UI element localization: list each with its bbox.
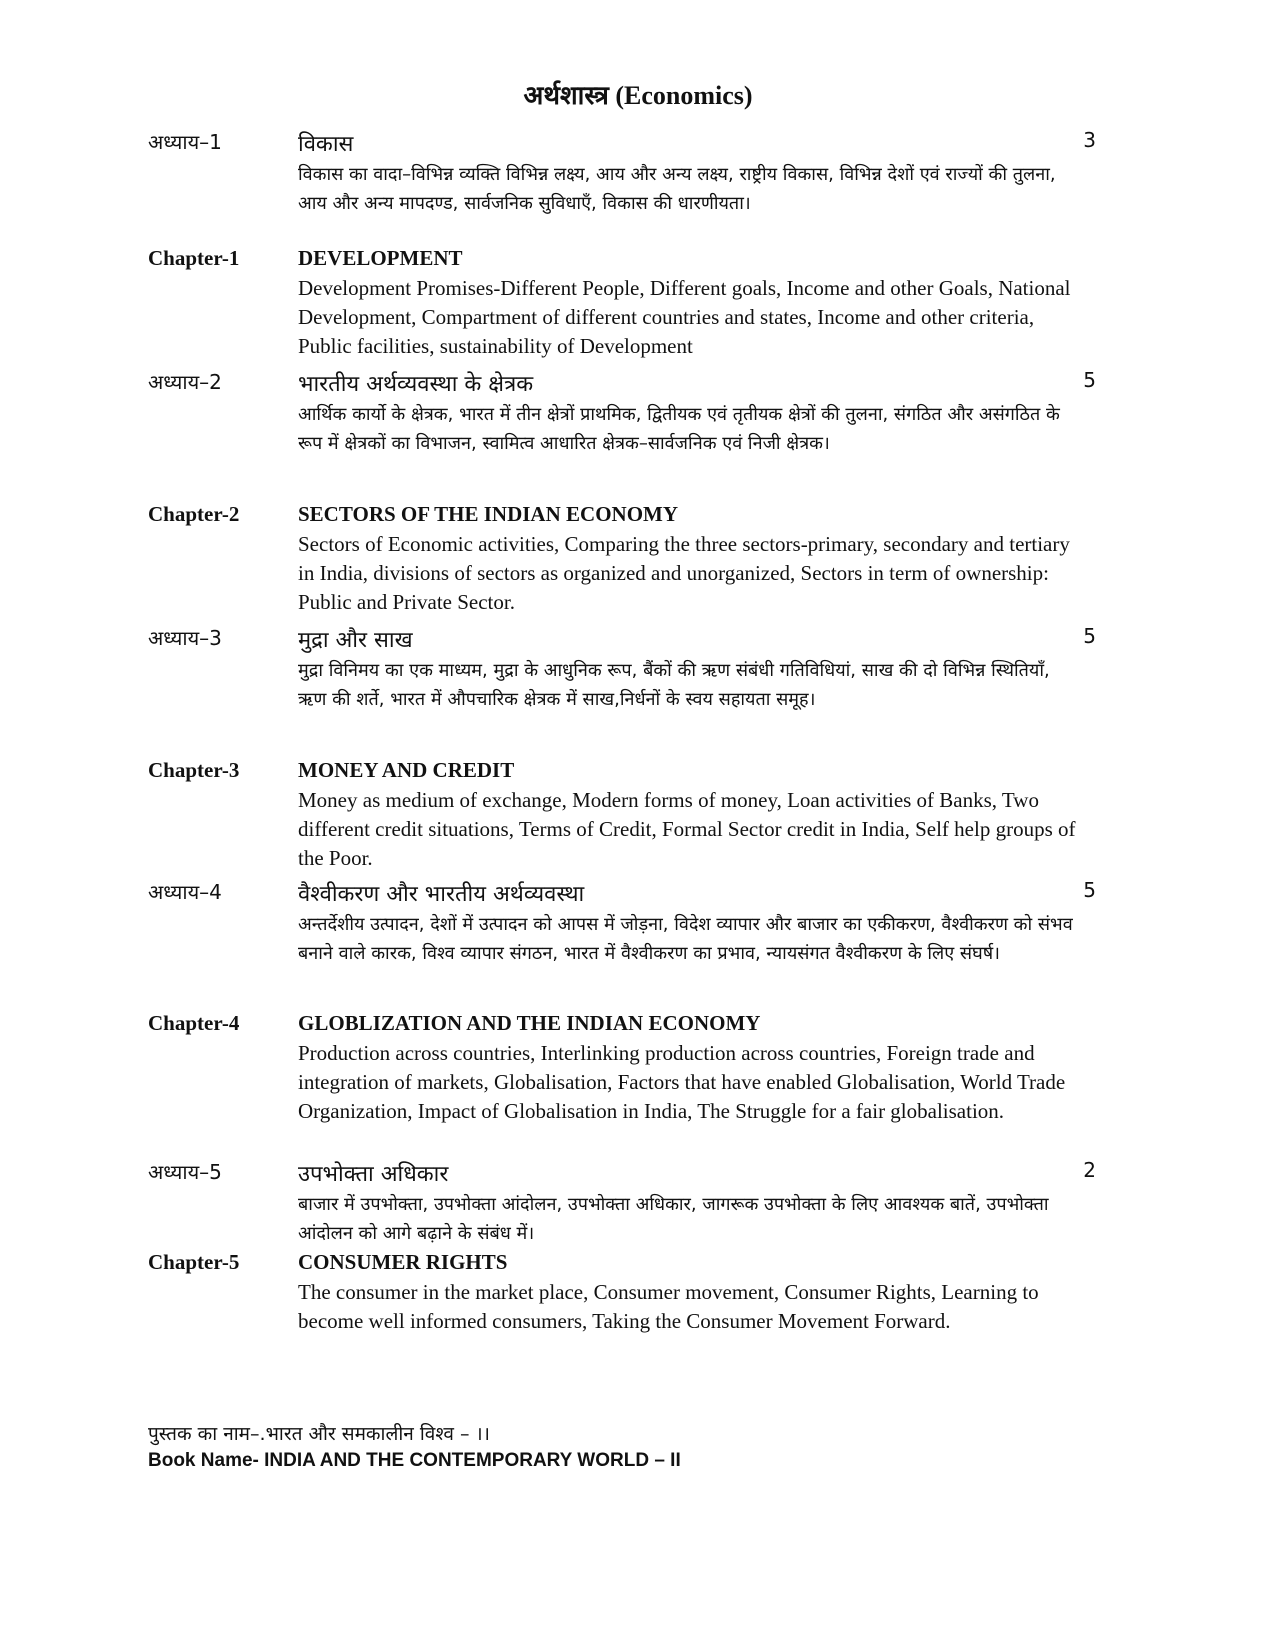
chapter-heading: भारतीय अर्थव्यवस्था के क्षेत्रक	[298, 372, 534, 397]
chapter-description: अन्तर्देशीय उत्पादन, देशों में उत्पादन को आपस में जोड़ना, विदेश व्यापार और बाजार का एकीकरण, वैश्वीकरण को संभव बनाने वाले कारक, विश्व व्यापार संगठन, भारत में वैश्वीकरण का प्रभाव, न्यायसंगत वैश्वीकरण के लिए संघर्ष।	[298, 914, 1073, 964]
chapter-heading: MONEY AND CREDIT	[298, 758, 515, 782]
chapter-heading: मुद्रा और साख	[298, 628, 413, 653]
chapter-label: Chapter-4	[148, 1011, 240, 1035]
chapter-marks: 5	[1083, 878, 1096, 902]
chapter-heading: CONSUMER RIGHTS	[298, 1250, 508, 1274]
chapter-label: अध्याय–1	[148, 130, 222, 154]
chapter-description: Production across countries, Interlinking production across countries, Foreign trade and integration of markets, Globalisation, Factors that have enabled Globalisation, World Trade Organization, Impact of Globalisation in India, The Struggle for a fair globalisation.	[298, 1041, 1066, 1123]
chapter-label: Chapter-3	[148, 758, 240, 782]
chapter-description: आर्थिक कार्यो के क्षेत्रक, भारत में तीन क्षेत्रों प्राथमिक, द्वितीयक एवं तृतीयक क्षेत्रों की तुलना, संगठित और असंगठित के रूप में क्षेत्रकों का विभाजन, स्वामित्व आधारित क्षेत्रक–सार्वजनिक एवं निजी क्षेत्रक।	[298, 404, 1060, 454]
chapter-heading: वैश्वीकरण और भारतीय अर्थव्यवस्था	[298, 882, 585, 907]
chapter-description: The consumer in the market place, Consumer movement, Consumer Rights, Learning to become well informed consumers, Taking the Consumer Movement Forward.	[298, 1280, 1039, 1333]
book-name-hindi: पुस्तक का नाम–.भारत और समकालीन विश्व – ।।	[148, 1423, 490, 1445]
book-name-english: Book Name- INDIA AND THE CONTEMPORARY WORLD – II	[148, 1450, 681, 1471]
chapter-heading: DEVELOPMENT	[298, 246, 463, 270]
chapter-label: Chapter-2	[148, 502, 240, 526]
chapter-label: अध्याय–3	[148, 626, 222, 650]
chapter-marks: 5	[1083, 624, 1096, 648]
chapter-description: Money as medium of exchange, Modern forms of money, Loan activities of Banks, Two different credit situations, Terms of Credit, Formal Sector credit in India, Self help groups of the Poor.	[298, 788, 1076, 870]
chapter-label: Chapter-1	[148, 246, 240, 270]
chapter-description: Sectors of Economic activities, Comparing the three sectors-primary, secondary and tertiary in India, divisions of sectors as organized and unorganized, Sectors in term of ownership: Public and Private Sector.	[298, 532, 1070, 614]
chapter-description: मुद्रा विनिमय का एक माध्यम, मुद्रा के आधुनिक रूप, बैंकों की ऋण संबंधी गतिविधियां, साख की दो विभिन्न स्थितियॉं, ऋण की शर्ते, भारत में औपचारिक क्षेत्रक में साख,निर्धनों के स्वय सहायता समूह।	[298, 660, 1050, 710]
chapter-marks: 2	[1083, 1158, 1096, 1182]
page-title: अर्थशास्त्र (Economics)	[523, 81, 753, 110]
chapter-heading: GLOBLIZATION AND THE INDIAN ECONOMY	[298, 1011, 761, 1035]
chapter-description: Development Promises-Different People, Different goals, Income and other Goals, National Development, Compartment of different countries and states, Income and other criteria, Public facilities, sustainability of Development	[298, 276, 1071, 358]
chapter-label: Chapter-5	[148, 1250, 240, 1274]
chapter-description: विकास का वादा–विभिन्न व्यक्ति विभिन्न लक्ष्य, आय और अन्य लक्ष्य, राष्ट्रीय विकास, विभिन्न देशों एवं राज्यों की तुलना, आय और अन्य मापदण्ड, सार्वजनिक सुविधाएँ, विकास की धारणीयता।	[298, 164, 1056, 214]
chapter-label: अध्याय–4	[148, 880, 222, 904]
chapter-label: अध्याय–2	[148, 370, 222, 394]
chapter-heading: उपभोक्ता अधिकार	[298, 1162, 449, 1187]
chapter-heading: विकास	[298, 132, 354, 157]
chapter-description: बाजार में उपभोक्ता, उपभोक्ता आंदोलन, उपभोक्ता अधिकार, जागरूक उपभोक्ता के लिए आवश्यक बातें, उपभोक्ता आंदोलन को आगे बढ़ाने के संबंध में।	[298, 1194, 1049, 1244]
chapter-marks: 5	[1083, 368, 1096, 392]
chapter-marks: 3	[1083, 128, 1096, 152]
chapter-heading: SECTORS OF THE INDIAN ECONOMY	[298, 502, 679, 526]
chapter-label: अध्याय–5	[148, 1160, 222, 1184]
